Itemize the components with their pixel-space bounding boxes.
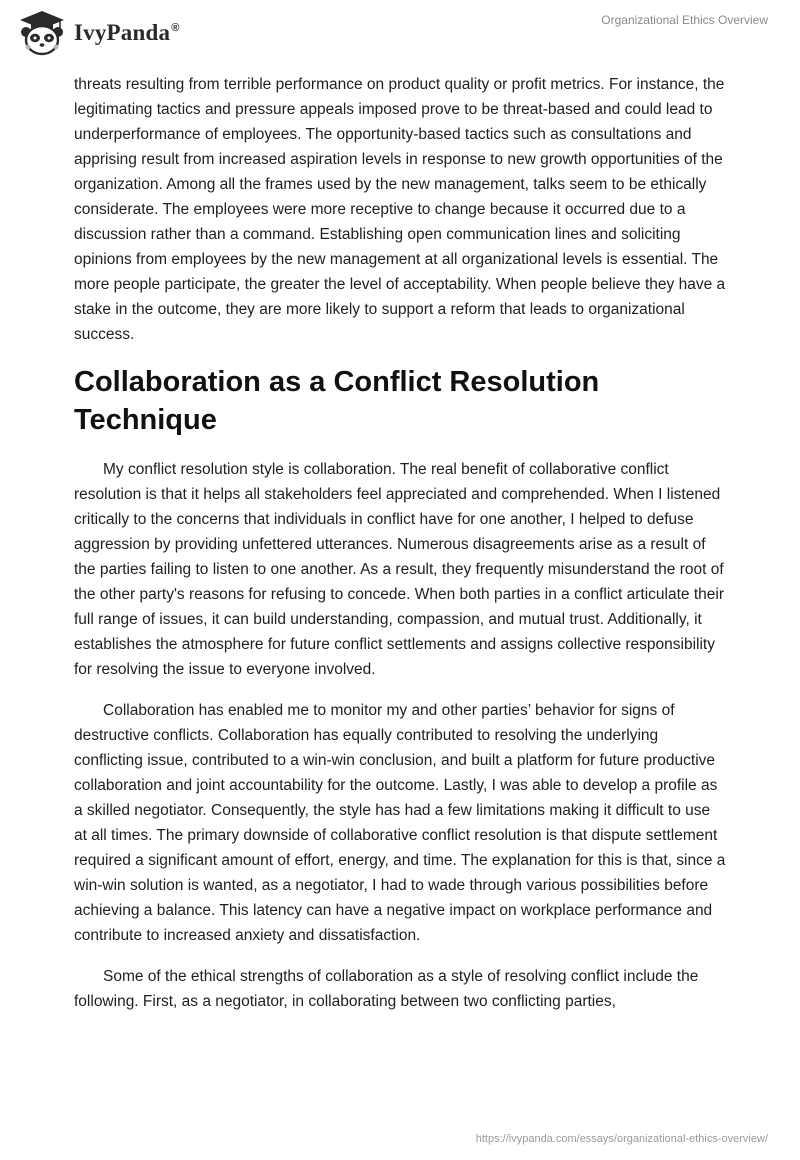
article-body	[74, 72, 726, 1030]
paragraph: My conflict resolution style is collaboration. The real benefit of collaborative conflict resolution is that it helps all stakeholders feel appreciated and comprehended. When I listened critically to the concerns that individuals in conflict have for one another, I helped to defuse aggression by providing unfettered utterances. Numerous disagreements arise as a result of the parties failing to listen to one another. As a result, they frequently misunderstand the root of the other party's reasons for refusing to concede. When both parties in a conflict articulate their full range of issues, it can build understanding, compassion, and mutual trust. Additionally, it establishes the atmosphere for future conflict settlements and assigns collective responsibility for resolving the issue to everyone involved.	[74, 461, 725, 678]
paragraph-continued: threats resulting from terrible performance on product quality or profit metrics. For instance, the legitimating tactics and pressure appeals imposed prove to be threat-based and could lead to underperformance of employees. The opportunity-based tactics such as consultations and apprising result from increased aspiration levels in response to new growth opportunities of the organization. Among all the frames used by the new management, talks seem to be ethically considerate. The employees were more receptive to change because it occurred due to a discussion rather than a command. Establishing open communication lines and soliciting opinions from employees by the new management at all organizational levels is essential. The more people participate, the greater the level of acceptability. When people believe they have a stake in the outcome, they are more likely to support a reform that leads to organizational success.	[74, 76, 726, 343]
registered-mark: ®	[171, 22, 180, 35]
panda-graduate-icon	[16, 9, 68, 57]
source-url-link[interactable]: https://ivypanda.com/essays/organizational-ethics-overview/	[475, 1133, 768, 1145]
section-heading: Collaboration as a Conflict Resolution Technique	[74, 366, 600, 436]
brand-name-text: IvyPanda	[74, 20, 171, 45]
paragraph: Some of the ethical strengths of collaboration as a style of resolving conflict include the following. First, as a negotiator, in collaborating between two conflicting parties,	[74, 968, 699, 1010]
brand-name	[74, 20, 180, 46]
page-header	[0, 0, 800, 64]
document-title: Organizational Ethics Overview	[601, 13, 768, 27]
ivypanda-logo[interactable]	[16, 8, 180, 58]
paragraph: Collaboration has enabled me to monitor my and other parties’ behavior for signs of destructive conflicts. Collaboration has equally contributed to resolving the underlying conflicting issue, contributed to a win-win conclusion, and built a platform for future productive collaboration and joint accountability for the outcome. Lastly, I was able to develop a profile as a skilled negotiator. Consequently, the style has had a few limitations making it difficult to use at all times. The primary downside of collaborative conflict resolution is that dispute settlement required a significant amount of effort, energy, and time. The explanation for this is that, since a win-win solution is wanted, as a negotiator, I had to wade through various possibilities before achieving a balance. This latency can have a negative impact on workplace performance and contribute to increased anxiety and dissatisfaction.	[74, 702, 726, 944]
